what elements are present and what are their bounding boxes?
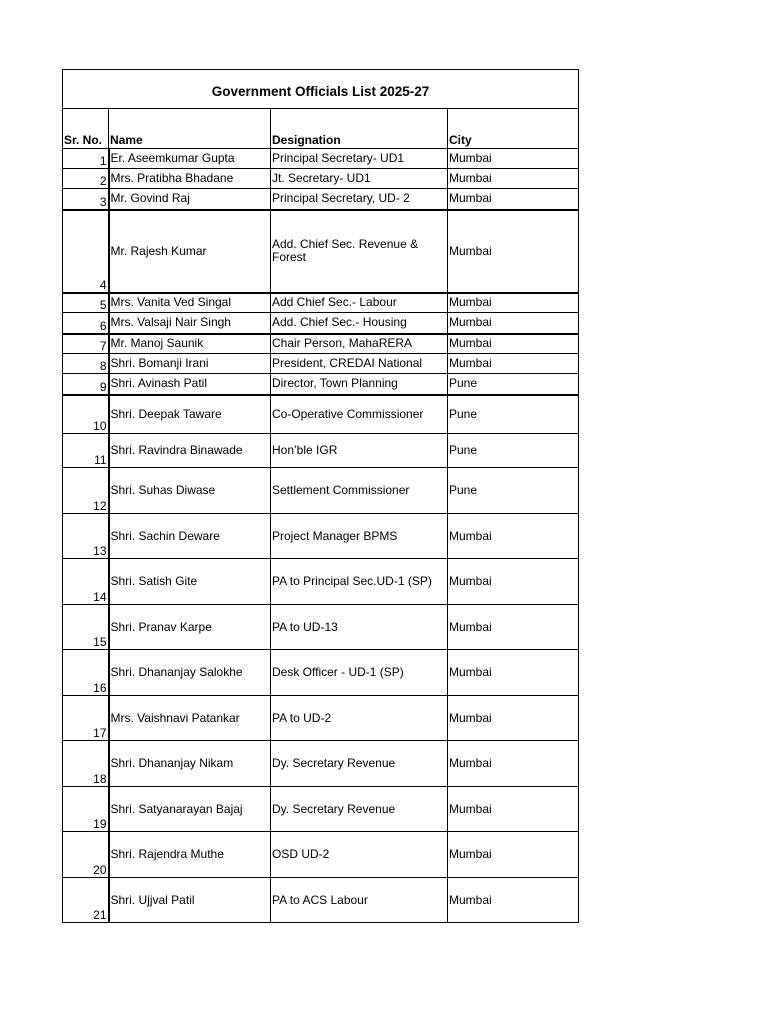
sr-no-cell: 11 — [63, 434, 109, 468]
table-row — [63, 374, 579, 395]
sr-no-cell: 9 — [63, 374, 109, 395]
table-row — [63, 514, 579, 559]
sr-no-cell: 21 — [63, 878, 109, 923]
table-row — [63, 434, 579, 468]
header-sr-no: Sr. No. — [63, 109, 109, 149]
name-cell: Shri. Dhananjay Nikam — [109, 741, 271, 787]
designation-cell: Hon’ble IGR — [271, 434, 448, 468]
table-row — [63, 210, 579, 293]
name-cell: Mrs. Valsaji Nair Singh — [109, 313, 271, 334]
name-cell: Shri. Deepak Taware — [109, 395, 271, 434]
designation-cell: Settlement Commissioner — [271, 468, 448, 514]
designation-cell: Dy. Secretary Revenue — [271, 741, 448, 787]
sr-no-cell: 16 — [63, 650, 109, 696]
name-cell: Shri. Dhananjay Salokhe — [109, 650, 271, 696]
sr-no-cell: 12 — [63, 468, 109, 514]
city-cell: Mumbai — [448, 832, 579, 878]
table-row — [63, 169, 579, 189]
name-cell: Shri. Ujjval Patil — [109, 878, 271, 923]
name-cell: Shri. Avinash Patil — [109, 374, 271, 395]
sr-no-cell: 10 — [63, 395, 109, 434]
name-cell: Mr. Manoj Saunik — [109, 334, 271, 354]
sr-no-cell: 20 — [63, 832, 109, 878]
designation-cell: Jt. Secretary- UD1 — [271, 169, 448, 189]
designation-cell: Chair Person, MahaRERA — [271, 334, 448, 354]
sr-no-cell: 8 — [63, 354, 109, 374]
name-cell: Shri. Pranav Karpe — [109, 605, 271, 650]
sr-no-cell: 14 — [63, 559, 109, 605]
city-cell: Mumbai — [448, 559, 579, 605]
city-cell: Mumbai — [448, 189, 579, 210]
city-cell: Mumbai — [448, 514, 579, 559]
table-row — [63, 334, 579, 354]
table-row — [63, 189, 579, 210]
name-cell: Shri. Suhas Diwase — [109, 468, 271, 514]
city-cell: Mumbai — [448, 169, 579, 189]
city-cell: Mumbai — [448, 696, 579, 741]
name-cell: Shri. Bomanji Irani — [109, 354, 271, 374]
name-cell: Shri. Ravindra Binawade — [109, 434, 271, 468]
sheet-title: Government Officials List 2025-27 — [63, 70, 579, 109]
city-cell: Mumbai — [448, 334, 579, 354]
table-row — [63, 468, 579, 514]
city-cell: Mumbai — [448, 149, 579, 169]
city-cell: Mumbai — [448, 293, 579, 313]
designation-cell: Director, Town Planning — [271, 374, 448, 395]
designation-cell: PA to UD-13 — [271, 605, 448, 650]
name-cell: Shri. Satyanarayan Bajaj — [109, 787, 271, 832]
sr-no-cell: 19 — [63, 787, 109, 832]
table-row — [63, 395, 579, 434]
city-cell: Mumbai — [448, 741, 579, 787]
designation-cell: PA to Principal Sec.UD-1 (SP) — [271, 559, 448, 605]
designation-cell: Co-Operative Commissioner — [271, 395, 448, 434]
sr-no-cell: 5 — [63, 293, 109, 313]
table-row — [63, 787, 579, 832]
table-row — [63, 149, 579, 169]
table-row — [63, 354, 579, 374]
sr-no-cell: 3 — [63, 189, 109, 210]
designation-cell: PA to UD-2 — [271, 696, 448, 741]
name-cell: Shri. Satish Gite — [109, 559, 271, 605]
designation-cell: Project Manager BPMS — [271, 514, 448, 559]
header-designation: Designation — [271, 109, 448, 149]
name-cell: Shri. Sachin Deware — [109, 514, 271, 559]
city-cell: Pune — [448, 434, 579, 468]
table-row — [63, 696, 579, 741]
designation-cell: Add. Chief Sec. Revenue & Forest — [271, 210, 448, 293]
name-cell: Mr. Rajesh Kumar — [109, 210, 271, 293]
name-cell: Mr. Govind Raj — [109, 189, 271, 210]
sr-no-cell: 13 — [63, 514, 109, 559]
sr-no-cell: 18 — [63, 741, 109, 787]
name-cell: Shri. Rajendra Muthe — [109, 832, 271, 878]
officials-table — [62, 69, 579, 923]
header-city: City — [448, 109, 579, 149]
sr-no-cell: 1 — [63, 149, 109, 169]
sr-no-cell: 2 — [63, 169, 109, 189]
table-row — [63, 559, 579, 605]
table-row — [63, 293, 579, 313]
city-cell: Mumbai — [448, 787, 579, 832]
designation-cell: President, CREDAI National — [271, 354, 448, 374]
designation-cell: PA to ACS Labour — [271, 878, 448, 923]
designation-cell: Principal Secretary- UD1 — [271, 149, 448, 169]
name-cell: Mrs. Vaishnavi Patankar — [109, 696, 271, 741]
city-cell: Mumbai — [448, 313, 579, 334]
table-row — [63, 605, 579, 650]
table-row — [63, 878, 579, 923]
city-cell: Mumbai — [448, 878, 579, 923]
header-row — [63, 109, 579, 149]
city-cell: Pune — [448, 395, 579, 434]
city-cell: Mumbai — [448, 210, 579, 293]
table-row — [63, 313, 579, 334]
designation-cell: Dy. Secretary Revenue — [271, 787, 448, 832]
designation-cell: Add. Chief Sec.- Housing — [271, 313, 448, 334]
designation-cell: Principal Secretary, UD- 2 — [271, 189, 448, 210]
city-cell: Mumbai — [448, 605, 579, 650]
title-row — [63, 70, 579, 109]
designation-cell: OSD UD-2 — [271, 832, 448, 878]
sr-no-cell: 4 — [63, 210, 109, 293]
sr-no-cell: 7 — [63, 334, 109, 354]
sr-no-cell: 15 — [63, 605, 109, 650]
designation-cell: Add Chief Sec.- Labour — [271, 293, 448, 313]
city-cell: Pune — [448, 468, 579, 514]
sr-no-cell: 6 — [63, 313, 109, 334]
name-cell: Mrs. Vanita Ved Singal — [109, 293, 271, 313]
name-cell: Mrs. Pratibha Bhadane — [109, 169, 271, 189]
name-cell: Er. Aseemkumar Gupta — [109, 149, 271, 169]
table-row — [63, 832, 579, 878]
sr-no-cell: 17 — [63, 696, 109, 741]
designation-cell: Desk Officer - UD-1 (SP) — [271, 650, 448, 696]
table-row — [63, 741, 579, 787]
city-cell: Pune — [448, 374, 579, 395]
header-name: Name — [109, 109, 271, 149]
city-cell: Mumbai — [448, 650, 579, 696]
table-row — [63, 650, 579, 696]
city-cell: Mumbai — [448, 354, 579, 374]
